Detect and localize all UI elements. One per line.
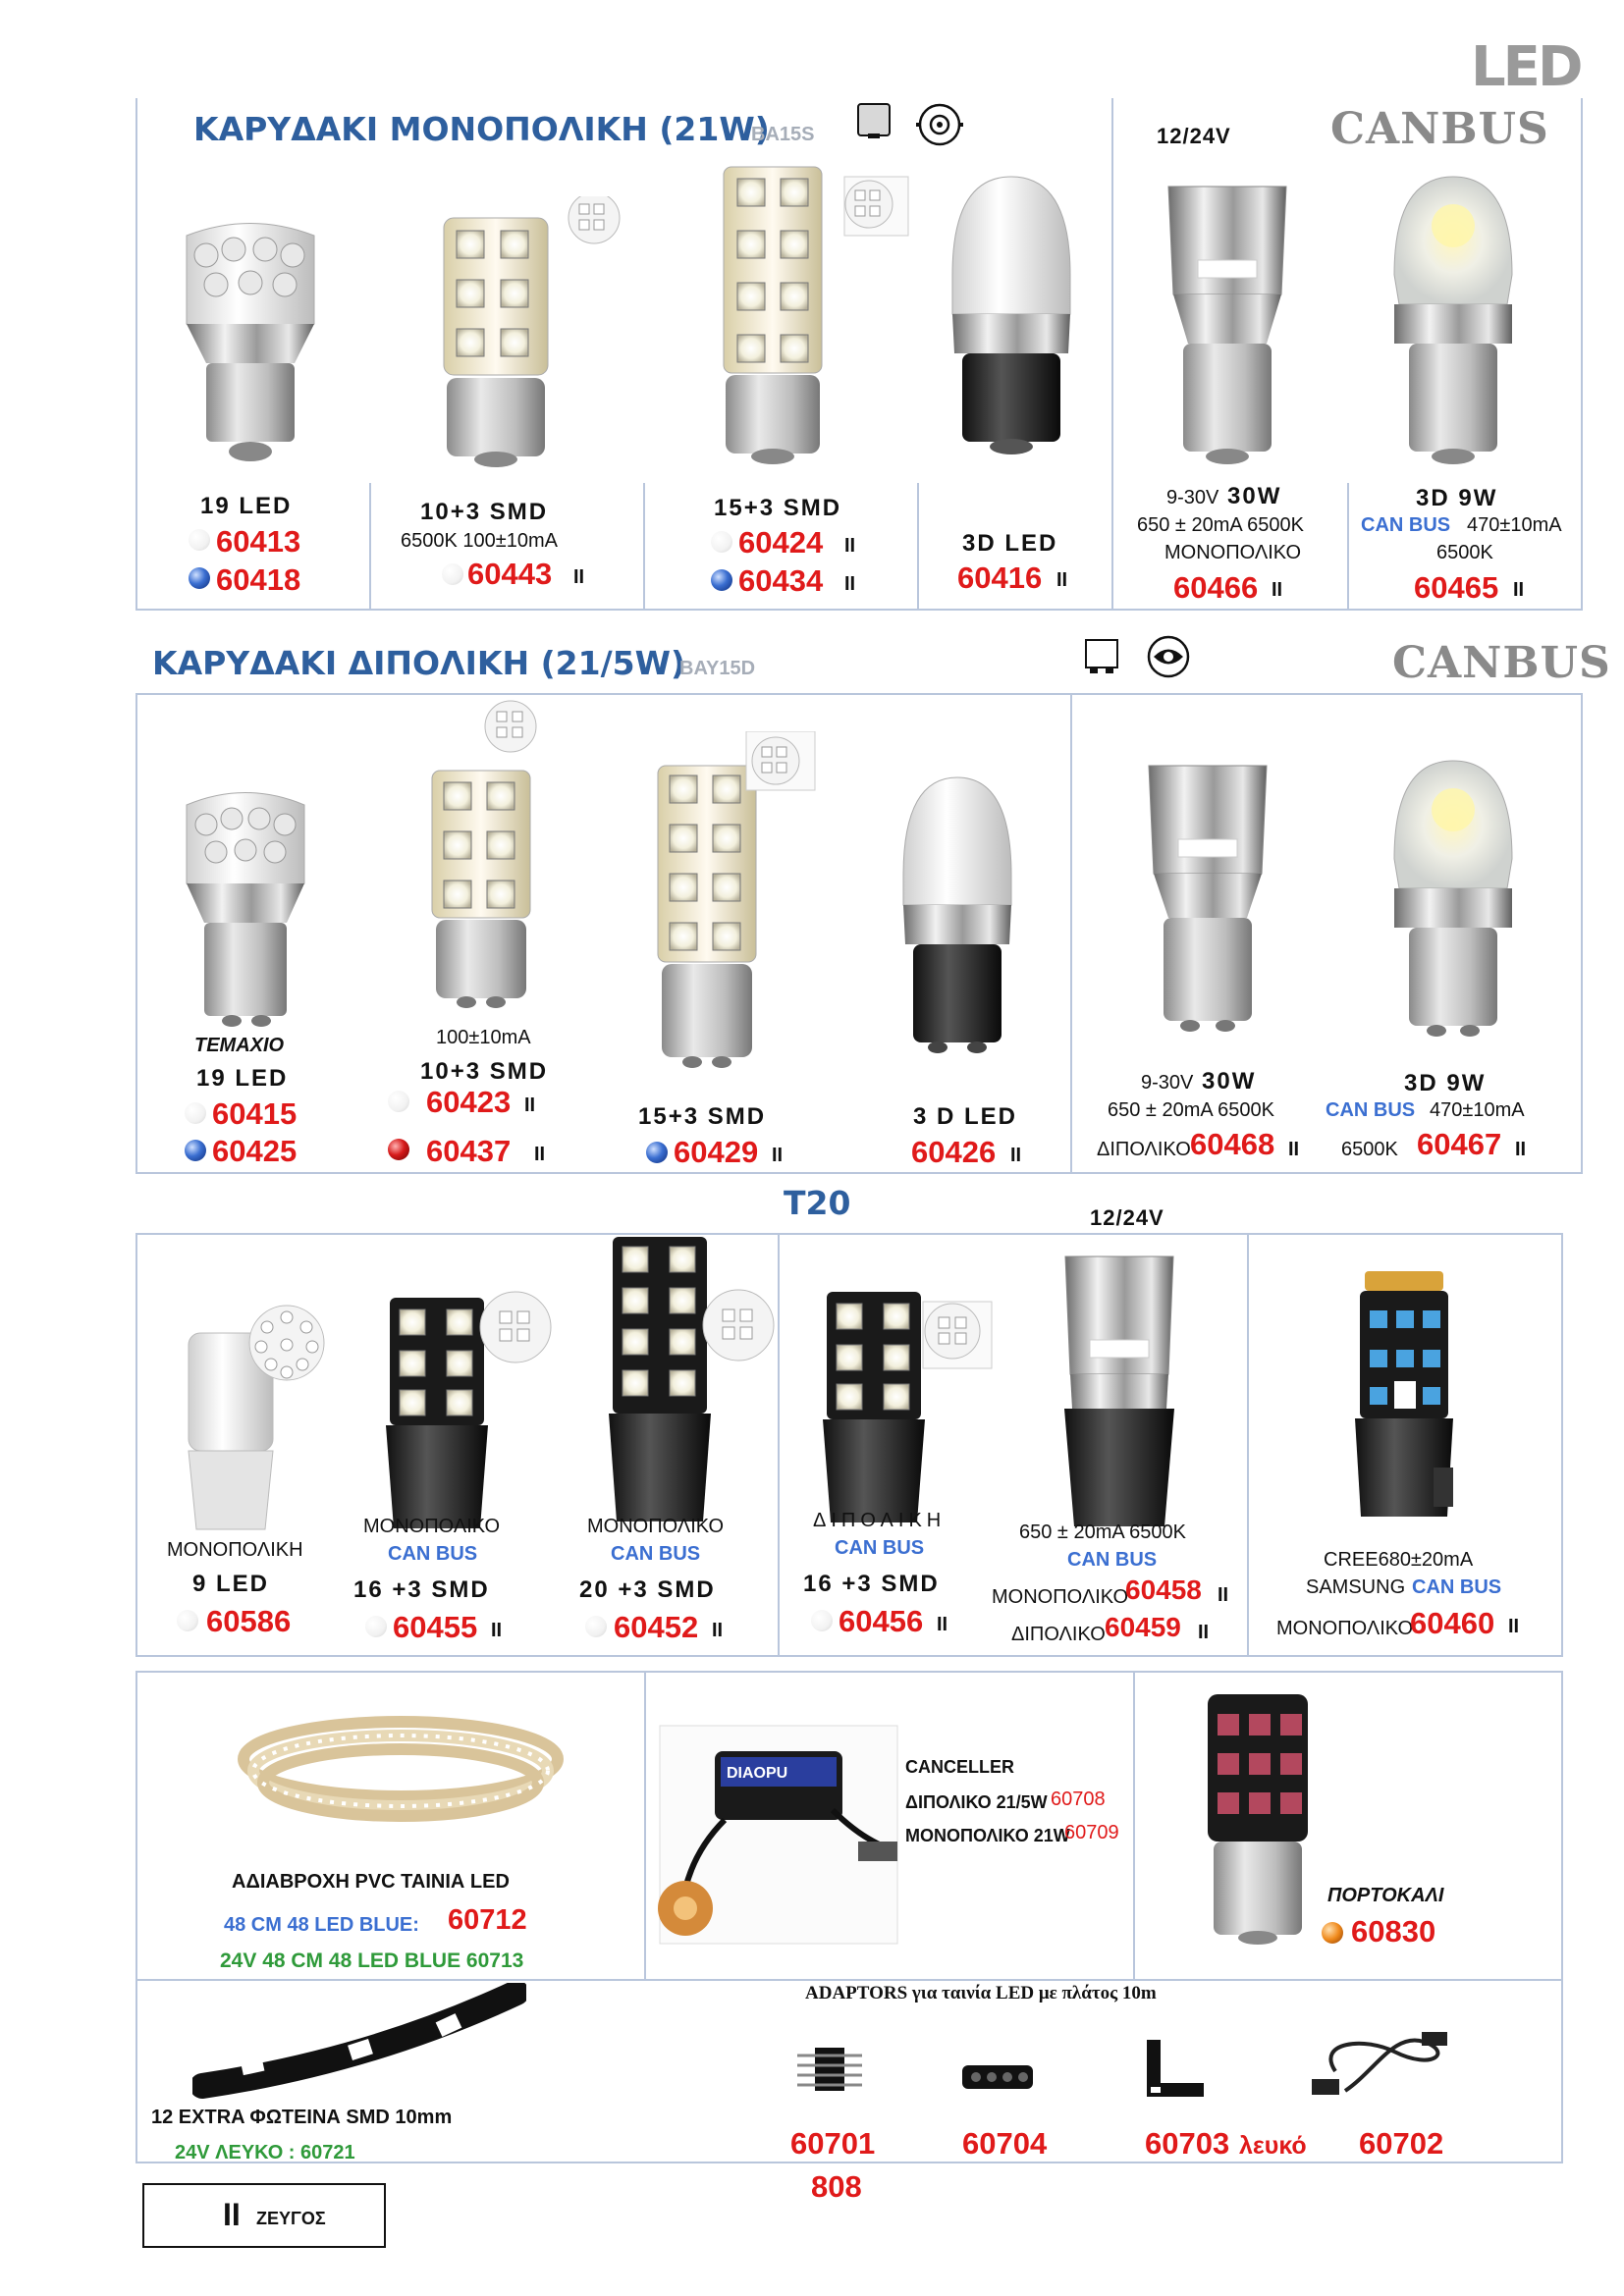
bulb-19led-bay-image: [177, 785, 314, 1031]
s3-p4-type: ΔΙΠΟΛΙΚΗ: [813, 1510, 947, 1531]
canceller-title: CANCELLER: [905, 1757, 1014, 1777]
pair-marker: II: [1198, 1622, 1210, 1643]
orange-label: ΠΟΡΤΟΚΑΛΙ: [1327, 1885, 1444, 1906]
strip-code1: 60712: [448, 1904, 527, 1936]
s1-p6-canbus: CAN BUS: [1361, 514, 1451, 536]
bulb-3dled-bay-image: [893, 768, 1021, 1062]
section1-voltage: 12/24V: [1157, 124, 1231, 148]
s3-p4-code: 60456: [839, 1604, 924, 1638]
adaptor-60703-image: [1139, 2036, 1208, 2105]
s3-p1-type: ΜΟΝΟΠΟΛΙΚΗ: [167, 1539, 303, 1561]
bulb-30w-double-image: [1129, 756, 1286, 1041]
smd-title: 12 EXTRA ΦΩΤΕΙΝΑ SMD 10mm: [151, 2107, 453, 2128]
canceller-line2: ΜΟΝΟΠΟΛΙΚΟ 21W: [905, 1826, 1070, 1845]
s3-p5-type2: ΔΙΠΟΛΙΚΟ: [1011, 1624, 1106, 1645]
section1-divider: [1111, 98, 1113, 611]
orange-bulb-image: [1194, 1684, 1322, 1949]
adaptor-code-60703: 60703: [1145, 2126, 1230, 2161]
canceller-code2: 60709: [1064, 1822, 1119, 1843]
blue-color-dot: [646, 1142, 668, 1163]
pair-marker: II: [772, 1145, 784, 1166]
pair-marker: II: [712, 1620, 724, 1641]
canceller-line1: ΔΙΠΟΛΙΚΟ 21/5W: [905, 1792, 1048, 1812]
s1-p1-code2: 60418: [216, 562, 301, 597]
smd-line: 24V ΛΕΥΚΟ : 60721: [175, 2142, 355, 2163]
s3-p3-code: 60452: [614, 1610, 699, 1644]
canceller-code1: 60708: [1051, 1789, 1106, 1810]
s2-p4-code: 60426: [911, 1135, 997, 1169]
s2-p6-spec2: 6500K: [1341, 1139, 1398, 1160]
s2-p5-spec2: 650 ± 20mA 6500K: [1108, 1099, 1274, 1121]
s2-p2-code1: 60423: [426, 1085, 512, 1119]
bulb-10-3smd-image: [432, 196, 628, 471]
adaptor-60701-image: [795, 2040, 864, 2099]
s1-p6-spec: 470±10mA: [1467, 514, 1562, 536]
canceller-brand: DIAOPU: [727, 1765, 788, 1782]
s3-p1-label: 9 LED: [192, 1571, 270, 1597]
adaptors-title: ADAPTORS για ταινία LED με πλάτος 10m: [805, 1983, 1157, 2003]
t20-9led-image: [177, 1304, 334, 1549]
s2-p1-note: ΤΕΜΑΧΙΟ: [194, 1035, 285, 1056]
canceller-image: [656, 1722, 901, 1948]
s1-p6-spec2: 6500K: [1436, 542, 1493, 563]
section3-title: T20: [784, 1184, 851, 1222]
section2-canbus-title: CANBUS: [1392, 638, 1611, 688]
s3-p1-code: 60586: [206, 1604, 292, 1638]
pair-marker: II: [1513, 579, 1525, 601]
s1-p3-code2: 60434: [738, 563, 824, 598]
s3-p4-label: 16 +3 SMD: [803, 1571, 940, 1597]
t20-30w-image: [1051, 1247, 1188, 1541]
section1-title: ΚΑΡΥΔΑΚΙ ΜΟΝΟΠΟΛΙΚΗ (21W): [193, 110, 770, 148]
pair-marker: II: [1288, 1139, 1300, 1160]
s2-p1-label: 19 LED: [196, 1065, 289, 1092]
led-strip-coil-image: [224, 1700, 577, 1847]
t20-16-3smd-image: [378, 1288, 565, 1543]
white-color-dot: [185, 1102, 206, 1124]
s2-p2-label: 10+3 SMD: [420, 1058, 549, 1085]
blue-color-dot: [189, 567, 210, 589]
s2-p4-label: 3 D LED: [913, 1103, 1018, 1130]
s2-p2-spec: 100±10mA: [436, 1027, 531, 1048]
s2-p5-code: 60468: [1190, 1127, 1275, 1161]
s3-p6-brand: SAMSUNG: [1306, 1576, 1406, 1598]
blue-color-dot: [711, 569, 732, 591]
s3-p6-type: ΜΟΝΟΠΟΛΙΚΟ: [1276, 1618, 1414, 1639]
adaptor-code-60704: 60704: [962, 2126, 1048, 2161]
section3-divider: [1247, 1233, 1249, 1657]
s2-p6-spec: 470±10mA: [1430, 1099, 1525, 1121]
s3-p2-canbus: CAN BUS: [388, 1543, 478, 1565]
s1-p5-spec3: ΜΟΝΟΠΟΛΙΚΟ: [1164, 542, 1302, 563]
adaptor-code-60703-note: λευκό: [1239, 2132, 1307, 2160]
legend-symbol: II: [223, 2197, 241, 2232]
s3-p5-canbus: CAN BUS: [1067, 1549, 1158, 1571]
s3-p6-code: 60460: [1410, 1606, 1495, 1640]
section1-socket: BA15S: [751, 124, 815, 145]
smd-strip-image: [192, 1983, 526, 2101]
s1-p5-spec1b: 30W: [1227, 483, 1282, 509]
s3-p2-type: ΜΟΝΟΠΟΛΙΚΟ: [363, 1516, 501, 1537]
pair-marker: II: [844, 573, 856, 595]
legend-text: ΖΕΥΓΟΣ: [256, 2209, 326, 2228]
s1-p1-label: 19 LED: [200, 493, 293, 519]
s3-p5-code1: 60458: [1125, 1575, 1202, 1605]
pair-marker: II: [1010, 1145, 1022, 1166]
double-contact-icon: [1082, 636, 1121, 675]
strip-line2: 24V 48 CM 48 LED BLUE 60713: [220, 1949, 524, 1972]
pair-marker: II: [844, 535, 856, 557]
s3-p6-canbus: CAN BUS: [1412, 1576, 1502, 1598]
cell-divider: [917, 483, 919, 611]
t20-20-3smd-image: [601, 1227, 787, 1531]
s3-p2-label: 16 +3 SMD: [353, 1576, 490, 1603]
bulb-10-3smd-bay-image: [422, 692, 579, 1016]
s2-p5-spec1b: 30W: [1202, 1068, 1257, 1095]
orange-code: 60830: [1351, 1914, 1436, 1949]
pair-marker: II: [534, 1144, 546, 1165]
bulb-19led-image: [177, 216, 324, 471]
s1-p3-code1: 60424: [738, 525, 824, 560]
pair-marker: II: [491, 1620, 503, 1641]
strip-line1: 48 CM 48 LED BLUE:: [224, 1914, 419, 1936]
legend-box: [142, 2183, 386, 2248]
single-contact-icon: [854, 100, 893, 139]
led-tag: LED: [1471, 35, 1581, 99]
s2-p5-spec3: ΔΙΠΟΛΙΚΟ: [1097, 1139, 1191, 1160]
pair-marker: II: [1056, 569, 1068, 591]
s1-p4-code: 60416: [957, 561, 1043, 595]
s1-p3-label: 15+3 SMD: [714, 495, 842, 521]
section2-socket: BAY15D: [679, 658, 756, 679]
pair-marker: II: [1515, 1139, 1527, 1160]
bayonet-base-icon: [1144, 632, 1193, 681]
t20-16-3smd-dual-image: [815, 1282, 1001, 1537]
section4-divider: [1133, 1671, 1135, 1981]
bulb-base-icon: [915, 100, 964, 149]
white-color-dot: [585, 1616, 607, 1637]
s1-p5-spec1a: 9-30V: [1166, 487, 1219, 508]
white-color-dot: [711, 531, 732, 553]
white-color-dot: [442, 563, 463, 585]
s1-p5-code: 60466: [1173, 570, 1259, 605]
s2-p3-label: 15+3 SMD: [638, 1103, 767, 1130]
white-color-dot: [177, 1610, 198, 1631]
s2-p6-canbus: CAN BUS: [1326, 1099, 1416, 1121]
orange-color-dot: [1322, 1922, 1343, 1944]
pair-marker: II: [937, 1614, 948, 1635]
adaptor-60704-image: [958, 2057, 1037, 2097]
section4-divider: [644, 1671, 646, 1981]
s1-p4-label: 3D LED: [962, 530, 1058, 557]
s1-p2-code: 60443: [467, 557, 553, 591]
s3-p3-label: 20 +3 SMD: [579, 1576, 716, 1603]
s3-p3-canbus: CAN BUS: [611, 1543, 701, 1565]
adaptor-code-60701: 60701: [790, 2126, 876, 2161]
cell-divider: [369, 483, 371, 611]
cell-divider: [1347, 483, 1349, 611]
adaptor-code-60702: 60702: [1359, 2126, 1444, 2161]
s2-p2-code2: 60437: [426, 1134, 512, 1168]
pair-marker: II: [1218, 1584, 1229, 1606]
s1-p2-label: 10+3 SMD: [420, 499, 549, 525]
s3-p6-spec: CREE680±20mA: [1324, 1549, 1474, 1571]
t20-cree-image: [1345, 1261, 1463, 1526]
s1-p6-code: 60465: [1414, 570, 1499, 605]
bulb-30w-single-image: [1149, 177, 1306, 471]
s3-p3-type: ΜΟΝΟΠΟΛΙΚΟ: [587, 1516, 725, 1537]
white-color-dot: [365, 1616, 387, 1637]
s2-p6-code: 60467: [1417, 1127, 1502, 1161]
s3-p5-spec: 650 ± 20mA 6500K: [1019, 1522, 1186, 1543]
section1-canbus-title: CANBUS: [1330, 104, 1549, 154]
section2-title: ΚΑΡΥΔΑΚΙ ΔΙΠΟΛΙΚΗ (21/5W): [152, 644, 686, 682]
adaptor-code-808: 808: [811, 2169, 862, 2204]
section3-voltage: 12/24V: [1090, 1205, 1164, 1230]
s1-p6-label: 3D 9W: [1416, 485, 1498, 511]
pair-marker: II: [1272, 579, 1283, 601]
s1-p5-spec2: 650 ± 20mA 6500K: [1137, 514, 1304, 536]
bulb-3dled-image: [943, 167, 1080, 461]
pair-marker: II: [573, 566, 585, 588]
white-color-dot: [811, 1610, 833, 1631]
bulb-15-3smd-bay-image: [648, 731, 825, 1075]
strip-title: ΑΔΙΑΒΡΟΧΗ PVC ΤΑΙΝΙΑ LED: [232, 1871, 510, 1893]
s2-p5-spec1a: 9-30V: [1141, 1072, 1194, 1094]
s3-p5-code2: 60459: [1105, 1612, 1181, 1642]
bulb-3d9w-canbus-bay-image: [1380, 751, 1527, 1045]
white-color-dot: [189, 529, 210, 551]
cell-divider: [643, 483, 645, 611]
bulb-15-3smd-image: [712, 157, 928, 471]
s3-p4-canbus: CAN BUS: [835, 1537, 925, 1559]
white-color-dot: [388, 1091, 409, 1112]
pair-marker: II: [524, 1095, 536, 1116]
s2-p6-label: 3D 9W: [1404, 1070, 1487, 1096]
pair-marker: II: [1508, 1616, 1520, 1637]
blue-color-dot: [185, 1140, 206, 1161]
adaptor-60702-image: [1306, 2032, 1463, 2110]
bulb-3d9w-canbus-image: [1380, 167, 1527, 471]
s3-p5-type1: ΜΟΝΟΠΟΛΙΚΟ: [992, 1586, 1129, 1608]
s2-p1-code1: 60415: [212, 1096, 298, 1131]
s3-p2-code: 60455: [393, 1610, 478, 1644]
s2-p3-code: 60429: [674, 1135, 759, 1169]
s1-p1-code1: 60413: [216, 524, 301, 559]
s1-p2-spec: 6500K 100±10mA: [401, 530, 558, 552]
red-color-dot: [388, 1139, 409, 1160]
section2-divider: [1070, 693, 1072, 1174]
s2-p1-code2: 60425: [212, 1134, 298, 1168]
